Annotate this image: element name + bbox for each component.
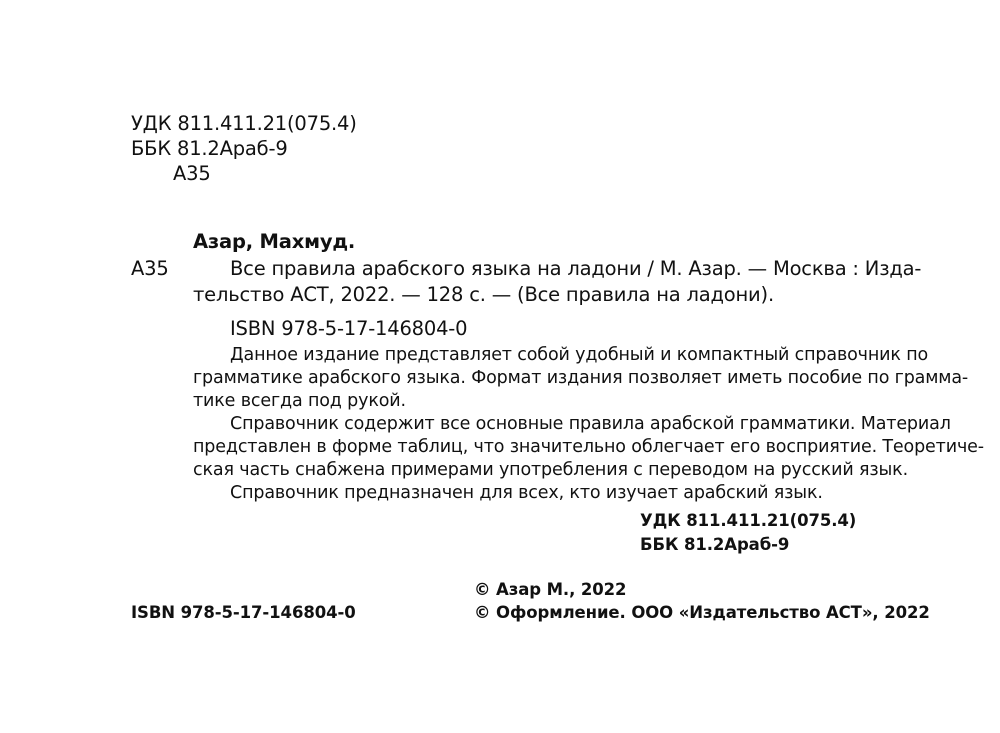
abstract-p1-line-3: тике всегда под рукой. <box>193 391 406 411</box>
abstract-p2-line-1: Справочник содержит все основные правила арабской грамматики. Материал <box>230 414 951 434</box>
entry-title-line-1: Все правила арабского языка на ладони / М. Азар. — Москва : Изда- <box>230 257 922 280</box>
entry-author: Азар, Махмуд. <box>193 230 356 253</box>
abstract-p2-line-3: ская часть снабжена примерами употребления с переводом на русский язык. <box>193 460 908 480</box>
classification-udk: УДК 811.411.21(075.4) <box>640 511 857 530</box>
entry-isbn: ISBN 978-5-17-146804-0 <box>230 317 468 340</box>
abstract-p1-line-2: грамматике арабского языка. Формат издания позволяет иметь пособие по грамма- <box>193 368 969 388</box>
abstract-p2-line-2: представлен в форме таблиц, что значительно облегчает его восприятие. Теоретиче- <box>193 437 984 457</box>
abstract-p1-line-1: Данное издание представляет собой удобный и компактный справочник по <box>230 345 929 365</box>
header-bbk: ББК 81.2Араб-9 <box>131 137 288 160</box>
footer-copyright-design: © Оформление. ООО «Издательство АСТ», 2022 <box>474 603 930 622</box>
footer-copyright-author: © Азар М., 2022 <box>474 580 627 599</box>
footer-isbn: ISBN 978-5-17-146804-0 <box>131 603 356 622</box>
header-udk: УДК 811.411.21(075.4) <box>131 112 357 135</box>
entry-title-line-2: тельство АСТ, 2022. — 128 с. — (Все правила на ладони). <box>193 283 774 306</box>
header-author-mark: А35 <box>173 162 211 185</box>
entry-mark: А35 <box>131 257 169 280</box>
abstract-p3-line-1: Справочник предназначен для всех, кто изучает арабский язык. <box>230 483 823 503</box>
classification-bbk: ББК 81.2Араб-9 <box>640 535 790 554</box>
